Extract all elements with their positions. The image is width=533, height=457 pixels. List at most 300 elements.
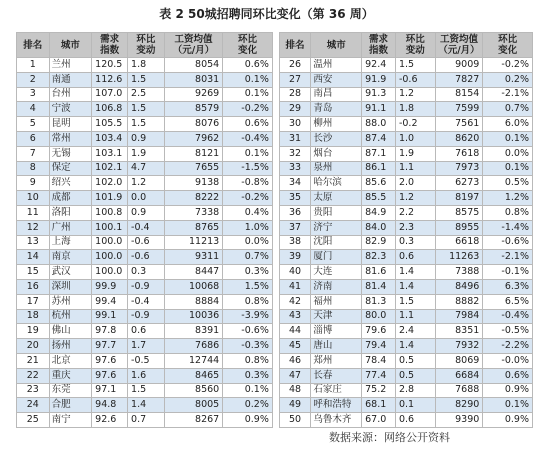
cell-salary-change: 6.3%	[483, 279, 533, 294]
cell-demand-index: 79.4	[362, 339, 396, 354]
cell-salary-change: -2.1%	[483, 87, 533, 102]
table-row	[17, 235, 533, 250]
cell-rank: 9	[17, 176, 50, 191]
column-gap	[272, 309, 279, 324]
cell-demand-change: 1.5	[128, 72, 165, 87]
cell-rank: 6	[17, 131, 50, 146]
cell-demand-change: 1.8	[128, 58, 165, 73]
table-row	[17, 309, 533, 324]
cell-city: 沈阳	[311, 235, 362, 250]
cell-demand-index: 84.9	[362, 205, 396, 220]
cell-city: 柳州	[311, 117, 362, 132]
cell-city: 南京	[49, 250, 92, 265]
cell-city: 南昌	[311, 87, 362, 102]
cell-avg-salary: 8069	[435, 353, 483, 368]
cell-avg-salary: 8620	[435, 131, 483, 146]
cell-rank: 29	[279, 102, 311, 117]
cell-demand-index: 75.2	[362, 383, 396, 398]
cell-salary-change: 6.5%	[483, 294, 533, 309]
cell-avg-salary: 8290	[435, 398, 483, 413]
cell-demand-index: 78.4	[362, 353, 396, 368]
cell-rank: 19	[17, 324, 50, 339]
cell-avg-salary: 8884	[164, 294, 222, 309]
cell-avg-salary: 9269	[164, 87, 222, 102]
cell-demand-index: 82.3	[362, 250, 396, 265]
cell-avg-salary: 8076	[164, 117, 222, 132]
cell-demand-change: -0.6	[128, 250, 165, 265]
cell-demand-change: 1.6	[128, 368, 165, 383]
cell-city: 洛阳	[49, 205, 92, 220]
cell-city: 长春	[311, 368, 362, 383]
column-gap	[272, 294, 279, 309]
cell-rank: 24	[17, 398, 50, 413]
column-gap	[272, 413, 279, 428]
cell-demand-change: 1.1	[395, 161, 435, 176]
cell-rank: 4	[17, 102, 50, 117]
cell-demand-index: 97.1	[92, 383, 128, 398]
cell-demand-index: 86.1	[362, 161, 396, 176]
cell-avg-salary: 7599	[435, 102, 483, 117]
header-rank: 排名	[279, 33, 311, 58]
table-row	[17, 398, 533, 413]
cell-rank: 28	[279, 87, 311, 102]
cell-rank: 31	[279, 131, 311, 146]
column-gap	[272, 33, 279, 58]
cell-salary-change: 0.9%	[223, 413, 273, 428]
cell-demand-index: 81.6	[362, 265, 396, 280]
cell-avg-salary: 6618	[435, 235, 483, 250]
cell-demand-change: 1.1	[395, 309, 435, 324]
cell-demand-index: 87.1	[362, 146, 396, 161]
cell-rank: 15	[17, 265, 50, 280]
cell-city: 宁波	[49, 102, 92, 117]
table-row	[17, 161, 533, 176]
cell-rank: 18	[17, 309, 50, 324]
cell-salary-change: 0.8%	[223, 353, 273, 368]
table-row	[17, 176, 533, 191]
cell-city: 呼和浩特	[311, 398, 362, 413]
cell-avg-salary: 7338	[164, 205, 222, 220]
cell-city: 杭州	[49, 309, 92, 324]
cell-demand-index: 100.0	[92, 235, 128, 250]
cell-salary-change: 0.1%	[223, 146, 273, 161]
cell-city: 泉州	[311, 161, 362, 176]
cell-city: 唐山	[311, 339, 362, 354]
cell-salary-change: 1.2%	[483, 191, 533, 206]
column-gap	[272, 324, 279, 339]
column-gap	[272, 161, 279, 176]
cell-salary-change: -0.6%	[223, 324, 273, 339]
table-row	[17, 279, 533, 294]
cell-demand-index: 85.5	[362, 191, 396, 206]
cell-demand-index: 87.4	[362, 131, 396, 146]
cell-city: 南通	[49, 72, 92, 87]
cell-city: 武汉	[49, 265, 92, 280]
cell-rank: 27	[279, 72, 311, 87]
cell-city: 乌鲁木齐	[311, 413, 362, 428]
cell-rank: 50	[279, 413, 311, 428]
cell-city: 淄博	[311, 324, 362, 339]
table-row	[17, 265, 533, 280]
table-row	[17, 87, 533, 102]
cell-salary-change: 0.8%	[483, 205, 533, 220]
cell-avg-salary: 8955	[435, 220, 483, 235]
cell-salary-change: 0.7%	[483, 102, 533, 117]
cell-salary-change: -0.4%	[223, 131, 273, 146]
cell-demand-change: -0.6	[395, 72, 435, 87]
table-row	[17, 383, 533, 398]
cell-salary-change: 6.0%	[483, 117, 533, 132]
table-row	[17, 102, 533, 117]
cell-avg-salary: 8197	[435, 191, 483, 206]
cell-demand-change: 0.6	[395, 413, 435, 428]
cell-salary-change: 0.1%	[223, 383, 273, 398]
cell-salary-change: 0.7%	[223, 250, 273, 265]
cell-avg-salary: 8222	[164, 191, 222, 206]
cell-demand-change: 1.5	[395, 294, 435, 309]
cell-demand-index: 92.6	[92, 413, 128, 428]
cell-city: 合肥	[49, 398, 92, 413]
cell-salary-change: 0.0%	[483, 146, 533, 161]
cell-demand-index: 79.6	[362, 324, 396, 339]
cell-avg-salary: 11263	[435, 250, 483, 265]
cell-salary-change: 1.0%	[223, 220, 273, 235]
cell-demand-index: 97.6	[92, 368, 128, 383]
table-row	[17, 413, 533, 428]
cell-city: 东莞	[49, 383, 92, 398]
header-city: 城市	[311, 33, 362, 58]
cell-demand-change: -0.9	[128, 279, 165, 294]
cell-salary-change: 0.2%	[223, 398, 273, 413]
cell-rank: 20	[17, 339, 50, 354]
cell-rank: 12	[17, 220, 50, 235]
table-title: 表 2 50城招聘同环比变化（第 36 周）	[159, 7, 374, 21]
cell-demand-change: 1.5	[128, 383, 165, 398]
cell-avg-salary: 10068	[164, 279, 222, 294]
cell-city: 昆明	[49, 117, 92, 132]
cell-demand-change: 1.4	[395, 265, 435, 280]
cell-rank: 38	[279, 235, 311, 250]
cell-avg-salary: 7962	[164, 131, 222, 146]
table-row	[17, 117, 533, 132]
cell-salary-change: 0.3%	[223, 265, 273, 280]
cell-demand-change: 1.4	[128, 398, 165, 413]
cell-rank: 33	[279, 161, 311, 176]
cell-salary-change: -0.2%	[223, 191, 273, 206]
cell-avg-salary: 6273	[435, 176, 483, 191]
cell-avg-salary: 9390	[435, 413, 483, 428]
cell-city: 重庆	[49, 368, 92, 383]
cell-demand-change: 1.2	[128, 176, 165, 191]
cell-salary-change: 0.5%	[483, 176, 533, 191]
cell-rank: 49	[279, 398, 311, 413]
cell-demand-change: 1.2	[395, 87, 435, 102]
cell-demand-change: 2.4	[395, 324, 435, 339]
cell-city: 济宁	[311, 220, 362, 235]
cell-rank: 11	[17, 205, 50, 220]
cell-city: 天津	[311, 309, 362, 324]
table-row	[17, 58, 533, 73]
table-row	[17, 220, 533, 235]
cell-salary-change: -0.8%	[223, 176, 273, 191]
cell-rank: 10	[17, 191, 50, 206]
cell-salary-change: 0.2%	[483, 72, 533, 87]
header-avg-salary: 工资均值 （元/月）	[435, 33, 483, 58]
cell-avg-salary: 6684	[435, 368, 483, 383]
cell-demand-index: 106.8	[92, 102, 128, 117]
cell-avg-salary: 7688	[435, 383, 483, 398]
ranking-table	[16, 32, 533, 428]
cell-avg-salary: 10036	[164, 309, 222, 324]
cell-city: 常州	[49, 131, 92, 146]
cell-demand-change: 1.7	[128, 339, 165, 354]
cell-demand-index: 99.4	[92, 294, 128, 309]
cell-demand-index: 97.7	[92, 339, 128, 354]
cell-rank: 16	[17, 279, 50, 294]
cell-salary-change: 0.1%	[483, 398, 533, 413]
cell-city: 大连	[311, 265, 362, 280]
cell-demand-index: 94.8	[92, 398, 128, 413]
cell-demand-index: 105.5	[92, 117, 128, 132]
cell-salary-change: 0.0%	[223, 235, 273, 250]
cell-salary-change: 0.1%	[483, 131, 533, 146]
cell-avg-salary: 7561	[435, 117, 483, 132]
cell-salary-change: -0.0%	[483, 353, 533, 368]
cell-salary-change: 0.6%	[223, 117, 273, 132]
cell-rank: 21	[17, 353, 50, 368]
header-demand-change: 环比 变动	[128, 33, 165, 58]
cell-avg-salary: 9009	[435, 58, 483, 73]
cell-city: 福州	[311, 294, 362, 309]
cell-city: 上海	[49, 235, 92, 250]
cell-rank: 1	[17, 58, 50, 73]
cell-demand-index: 68.1	[362, 398, 396, 413]
cell-city: 深圳	[49, 279, 92, 294]
cell-rank: 3	[17, 87, 50, 102]
cell-avg-salary: 8465	[164, 368, 222, 383]
column-gap	[272, 368, 279, 383]
table-row	[17, 353, 533, 368]
cell-city: 长沙	[311, 131, 362, 146]
cell-salary-change: -0.2%	[223, 102, 273, 117]
cell-demand-change: 2.5	[128, 87, 165, 102]
cell-salary-change: 1.5%	[223, 279, 273, 294]
cell-demand-change: 2.0	[395, 176, 435, 191]
cell-rank: 39	[279, 250, 311, 265]
cell-demand-change: 0.3	[395, 235, 435, 250]
cell-salary-change: 0.1%	[223, 72, 273, 87]
cell-demand-index: 107.0	[92, 87, 128, 102]
cell-city: 成都	[49, 191, 92, 206]
cell-demand-index: 81.3	[362, 294, 396, 309]
cell-demand-change: 1.5	[395, 58, 435, 73]
cell-city: 厦门	[311, 250, 362, 265]
table-row	[17, 324, 533, 339]
header-salary-change: 环比 变化	[483, 33, 533, 58]
cell-salary-change: -0.5%	[483, 324, 533, 339]
cell-rank: 23	[17, 383, 50, 398]
cell-avg-salary: 9311	[164, 250, 222, 265]
cell-demand-index: 101.9	[92, 191, 128, 206]
cell-demand-index: 77.4	[362, 368, 396, 383]
cell-city: 济南	[311, 279, 362, 294]
cell-rank: 47	[279, 368, 311, 383]
cell-avg-salary: 9138	[164, 176, 222, 191]
cell-rank: 25	[17, 413, 50, 428]
cell-demand-change: 0.7	[128, 413, 165, 428]
header-rank: 排名	[17, 33, 50, 58]
cell-avg-salary: 8267	[164, 413, 222, 428]
cell-demand-index: 103.4	[92, 131, 128, 146]
column-gap	[272, 72, 279, 87]
cell-demand-change: 2.2	[395, 205, 435, 220]
cell-demand-index: 102.1	[92, 161, 128, 176]
cell-demand-index: 88.0	[362, 117, 396, 132]
cell-avg-salary: 7973	[435, 161, 483, 176]
cell-demand-change: 1.5	[128, 102, 165, 117]
cell-city: 烟台	[311, 146, 362, 161]
cell-demand-change: 4.7	[128, 161, 165, 176]
cell-demand-index: 99.9	[92, 279, 128, 294]
cell-demand-change: -0.6	[128, 235, 165, 250]
cell-rank: 32	[279, 146, 311, 161]
cell-avg-salary: 8031	[164, 72, 222, 87]
cell-city: 太原	[311, 191, 362, 206]
cell-avg-salary: 7686	[164, 339, 222, 354]
cell-city: 哈尔滨	[311, 176, 362, 191]
column-gap	[272, 58, 279, 73]
column-gap	[272, 383, 279, 398]
cell-salary-change: 0.4%	[223, 205, 273, 220]
cell-rank: 37	[279, 220, 311, 235]
header-demand-change: 环比 变动	[395, 33, 435, 58]
cell-demand-change: -0.4	[128, 220, 165, 235]
cell-avg-salary: 7388	[435, 265, 483, 280]
cell-avg-salary: 8560	[164, 383, 222, 398]
cell-rank: 5	[17, 117, 50, 132]
column-gap	[272, 205, 279, 220]
cell-salary-change: 0.6%	[223, 58, 273, 73]
cell-demand-change: 0.0	[128, 191, 165, 206]
column-gap	[272, 146, 279, 161]
table-row	[17, 131, 533, 146]
column-gap	[272, 235, 279, 250]
table-header-row	[17, 33, 533, 58]
cell-avg-salary: 8447	[164, 265, 222, 280]
cell-demand-index: 120.5	[92, 58, 128, 73]
cell-rank: 13	[17, 235, 50, 250]
cell-avg-salary: 8005	[164, 398, 222, 413]
cell-city: 贵阳	[311, 205, 362, 220]
column-gap	[272, 87, 279, 102]
header-salary-change: 环比 变化	[223, 33, 273, 58]
cell-demand-change: 0.3	[128, 265, 165, 280]
cell-rank: 30	[279, 117, 311, 132]
cell-city: 扬州	[49, 339, 92, 354]
cell-demand-index: 100.0	[92, 265, 128, 280]
cell-salary-change: -2.2%	[483, 339, 533, 354]
cell-city: 绍兴	[49, 176, 92, 191]
cell-demand-change: 1.9	[128, 146, 165, 161]
cell-city: 广州	[49, 220, 92, 235]
cell-demand-change: 2.3	[395, 220, 435, 235]
cell-salary-change: -0.2%	[483, 58, 533, 73]
table-row	[17, 146, 533, 161]
cell-avg-salary: 7655	[164, 161, 222, 176]
column-gap	[272, 339, 279, 354]
header-city: 城市	[49, 33, 92, 58]
cell-city: 南宁	[49, 413, 92, 428]
cell-demand-index: 112.6	[92, 72, 128, 87]
column-gap	[272, 220, 279, 235]
cell-salary-change: 0.1%	[483, 161, 533, 176]
cell-rank: 34	[279, 176, 311, 191]
cell-demand-change: 0.9	[128, 205, 165, 220]
cell-salary-change: -0.3%	[223, 339, 273, 354]
column-gap	[272, 353, 279, 368]
cell-demand-change: 0.6	[395, 250, 435, 265]
data-source-note: 数据来源：网络公开资料	[329, 431, 450, 444]
cell-avg-salary: 8882	[435, 294, 483, 309]
cell-demand-index: 91.1	[362, 102, 396, 117]
table-row	[17, 250, 533, 265]
cell-rank: 40	[279, 265, 311, 280]
cell-demand-change: 1.9	[395, 146, 435, 161]
cell-avg-salary: 7618	[435, 146, 483, 161]
cell-rank: 42	[279, 294, 311, 309]
column-gap	[272, 398, 279, 413]
cell-demand-index: 99.1	[92, 309, 128, 324]
cell-rank: 36	[279, 205, 311, 220]
cell-avg-salary: 8351	[435, 324, 483, 339]
cell-salary-change: -3.9%	[223, 309, 273, 324]
cell-rank: 45	[279, 339, 311, 354]
cell-avg-salary: 7932	[435, 339, 483, 354]
cell-city: 兰州	[49, 58, 92, 73]
cell-salary-change: 0.1%	[223, 87, 273, 102]
cell-avg-salary: 7984	[435, 309, 483, 324]
cell-salary-change: 0.3%	[223, 368, 273, 383]
cell-avg-salary: 8575	[435, 205, 483, 220]
table-row	[17, 72, 533, 87]
cell-salary-change: -0.6%	[483, 235, 533, 250]
table-row	[17, 339, 533, 354]
cell-rank: 2	[17, 72, 50, 87]
cell-salary-change: 0.8%	[223, 294, 273, 309]
cell-avg-salary: 7827	[435, 72, 483, 87]
cell-demand-change: -0.2	[395, 117, 435, 132]
cell-demand-index: 80.0	[362, 309, 396, 324]
cell-salary-change: -1.5%	[223, 161, 273, 176]
column-gap	[272, 176, 279, 191]
cell-city: 郑州	[311, 353, 362, 368]
cell-demand-index: 100.8	[92, 205, 128, 220]
cell-salary-change: 0.9%	[483, 383, 533, 398]
cell-avg-salary: 8054	[164, 58, 222, 73]
cell-salary-change: 0.6%	[483, 368, 533, 383]
cell-demand-index: 67.0	[362, 413, 396, 428]
cell-demand-index: 100.1	[92, 220, 128, 235]
cell-demand-change: 1.4	[395, 339, 435, 354]
cell-rank: 26	[279, 58, 311, 73]
cell-city: 石家庄	[311, 383, 362, 398]
cell-demand-change: 0.6	[128, 324, 165, 339]
cell-demand-change: 1.8	[395, 102, 435, 117]
cell-avg-salary: 12744	[164, 353, 222, 368]
cell-demand-change: 1.5	[128, 117, 165, 132]
header-demand-index: 需求 指数	[92, 33, 128, 58]
cell-demand-index: 97.6	[92, 353, 128, 368]
